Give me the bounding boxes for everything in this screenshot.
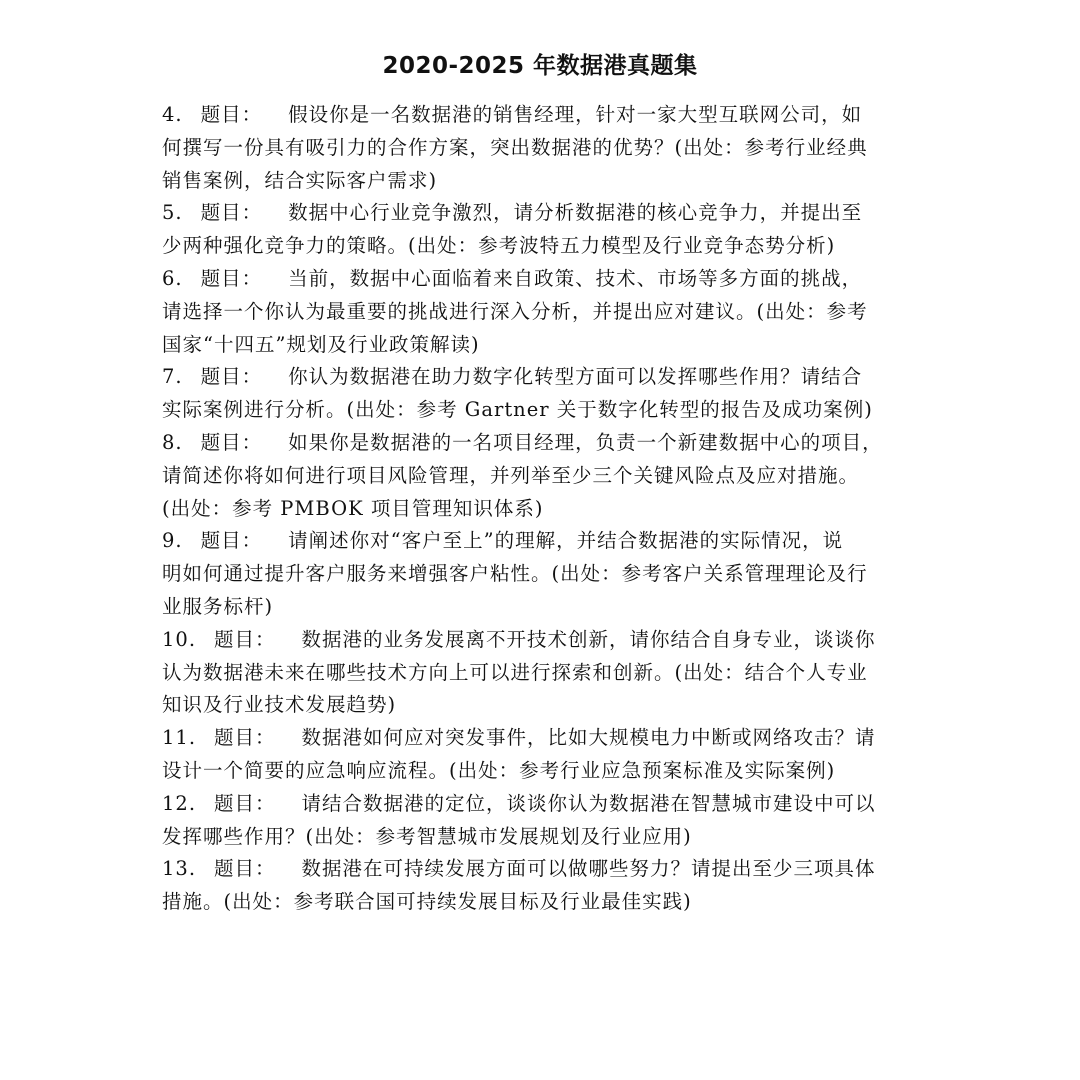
question-number: 10. [162, 627, 197, 651]
question-text: 销售案例，结合实际客户需求) [162, 168, 438, 192]
question-list [162, 99, 932, 919]
question-number: 12. [162, 791, 197, 815]
question-label: 题目： [200, 529, 263, 553]
page-title: 2020-2025 年数据港真题集 [382, 53, 698, 79]
question-line [162, 394, 932, 427]
question-number: 11. [162, 726, 197, 750]
question-text: 何撰写一份具有吸引力的合作方案，突出数据港的优势？(出处：参考行业经典 [162, 135, 868, 159]
question-item [162, 427, 932, 525]
question-line [162, 886, 932, 919]
question-text: 措施。(出处：参考联合国可持续发展目标及行业最佳实践) [162, 890, 692, 914]
question-item [162, 853, 932, 919]
question-item [162, 99, 932, 197]
question-item [162, 263, 932, 361]
question-item [162, 361, 932, 427]
question-label: 题目： [214, 627, 276, 651]
question-line [162, 788, 932, 821]
question-line [162, 427, 932, 460]
question-text: 认为数据港未来在哪些技术方向上可以进行探索和创新。(出处：结合个人专业 [162, 660, 868, 684]
question-line [162, 821, 932, 854]
question-text: 国家“十四五”规划及行业政策解读) [162, 332, 480, 356]
question-number: 8. [162, 430, 183, 454]
question-text: 数据港的业务发展离不开技术创新，请你结合自身专业，谈谈你 [301, 627, 876, 651]
question-text: 少两种强化竞争力的策略。(出处：参考波特五力模型及行业竞争态势分析) [162, 234, 836, 258]
question-line [162, 296, 932, 329]
question-line [162, 460, 932, 493]
question-text: 业服务标杆) [162, 594, 274, 618]
question-line [162, 525, 932, 558]
question-line [162, 657, 932, 690]
question-number: 9. [162, 529, 183, 553]
question-number: 6. [162, 266, 183, 290]
question-text: 请阐述你对“客户至上”的理解，并结合数据港的实际情况，说 [288, 529, 844, 553]
question-text: 你认为数据港在助力数字化转型方面可以发挥哪些作用？请结合 [288, 365, 863, 389]
question-number: 13. [162, 857, 197, 881]
question-text: 请简述你将如何进行项目风险管理，并列举至少三个关键风险点及应对措施。 [162, 463, 860, 487]
question-line [162, 361, 932, 394]
question-line [162, 558, 932, 591]
question-item [162, 624, 932, 722]
question-label: 题目： [200, 201, 263, 225]
question-item [162, 722, 932, 788]
question-line [162, 853, 932, 886]
question-text: 当前，数据中心面临着来自政策、技术、市场等多方面的挑战， [288, 266, 863, 290]
question-item [162, 197, 932, 263]
question-item [162, 525, 932, 623]
question-line [162, 263, 932, 296]
question-label: 题目： [200, 266, 263, 290]
question-text: (出处：参考 PMBOK 项目管理知识体系) [162, 496, 544, 520]
question-text: 知识及行业技术发展趋势) [162, 693, 397, 717]
question-text: 数据港在可持续发展方面可以做哪些努力？请提出至少三项具体 [301, 857, 876, 881]
question-number: 7. [162, 365, 183, 389]
question-label: 题目： [214, 791, 276, 815]
question-line [162, 624, 932, 657]
question-line [162, 165, 932, 198]
question-item [162, 788, 932, 854]
question-text: 假设你是一名数据港的销售经理，针对一家大型互联网公司，如 [288, 103, 863, 126]
question-line [162, 99, 932, 132]
question-text: 数据港如何应对突发事件，比如大规模电力中断或网络攻击？请 [301, 726, 876, 750]
question-line [162, 230, 932, 263]
question-label: 题目： [200, 103, 263, 126]
question-label: 题目： [214, 857, 276, 881]
question-line [162, 755, 932, 788]
question-line [162, 132, 932, 165]
question-number: 5. [162, 201, 183, 225]
question-text: 如果你是数据港的一名项目经理，负责一个新建数据中心的项目， [288, 430, 883, 454]
question-text: 请结合数据港的定位，谈谈你认为数据港在智慧城市建设中可以 [301, 791, 876, 815]
question-text: 设计一个简要的应急响应流程。(出处：参考行业应急预案标准及实际案例) [162, 758, 836, 782]
question-text: 发挥哪些作用？(出处：参考智慧城市发展规划及行业应用) [162, 824, 692, 848]
question-label: 题目： [200, 430, 263, 454]
question-line [162, 197, 932, 230]
question-line [162, 722, 932, 755]
question-line [162, 329, 932, 362]
question-text: 请选择一个你认为最重要的挑战进行深入分析，并提出应对建议。(出处：参考 [162, 299, 868, 323]
question-line [162, 591, 932, 624]
question-label: 题目： [214, 726, 276, 750]
question-line [162, 493, 932, 526]
question-line [162, 689, 932, 722]
question-text: 数据中心行业竞争激烈，请分析数据港的核心竞争力，并提出至 [288, 201, 863, 225]
question-text: 实际案例进行分析。(出处：参考 Gartner 关于数字化转型的报告及成功案例) [162, 398, 873, 422]
question-number: 4. [162, 103, 183, 126]
question-label: 题目： [200, 365, 263, 389]
question-text: 明如何通过提升客户服务来增强客户粘性。(出处：参考客户关系管理理论及行 [162, 562, 868, 586]
